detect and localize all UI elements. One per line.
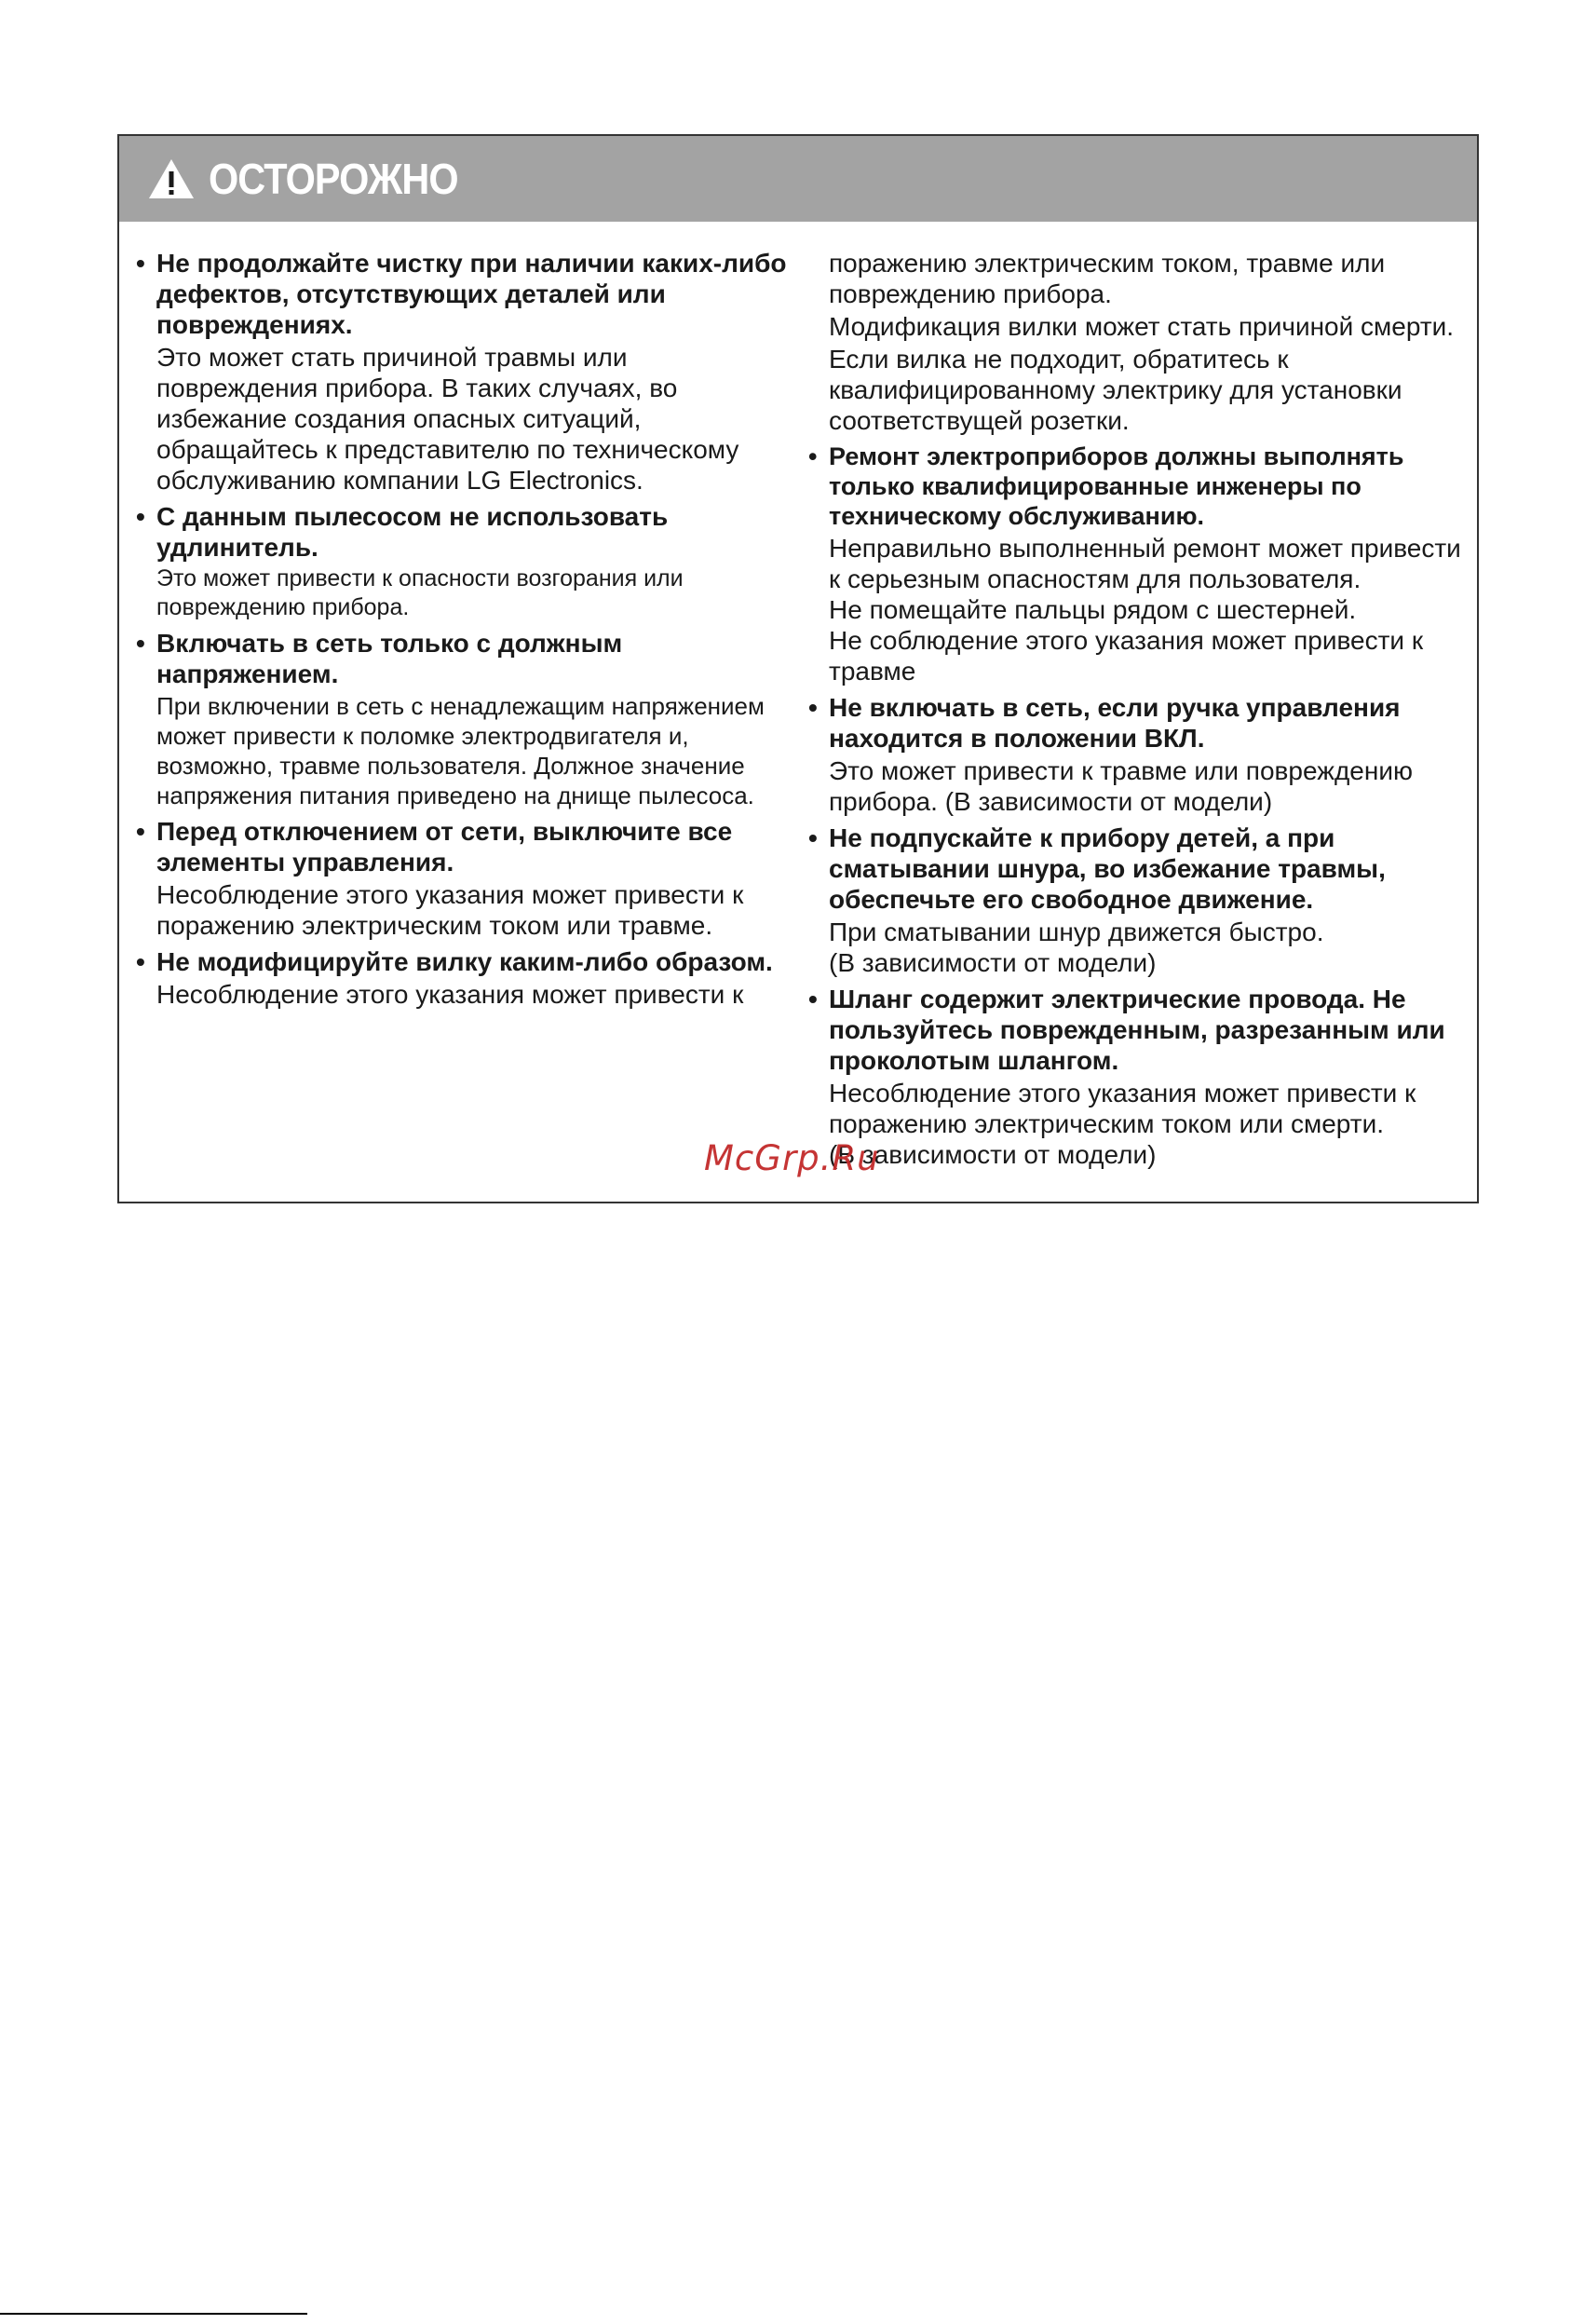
- continuation-note: Если вилка не подходит, обратитесь к квалифицированному электрику для установки соответствущей розетки.: [829, 345, 1402, 435]
- list-item: [136, 946, 788, 1010]
- warning-header: [119, 136, 1477, 222]
- bottom-rule: [0, 2313, 307, 2315]
- item-body: Не соблюдение этого указания может привести к травме: [829, 626, 1424, 686]
- item-heading: Ремонт электроприборов должны выполнять только квалифицированные инженеры по техническому обслуживанию.: [829, 442, 1404, 530]
- warning-box: [117, 134, 1479, 1203]
- continuation-text: поражению электрическим током, травме или повреждению прибора.: [829, 249, 1386, 308]
- item-body: При включении в сеть с ненадлежащим напряжением может привести к поломке электродвигателя и, возможно, травме пользователя. Должное значение напряжения питания приведено на днище пылесоса.: [156, 692, 765, 809]
- warning-title: ОСТОРОЖНО: [209, 155, 458, 203]
- bullet: •: [136, 947, 145, 976]
- item-body: (В зависимости от модели): [829, 948, 1157, 977]
- item-body: Несоблюдение этого указания может привести к: [156, 980, 744, 1009]
- item-body: Неправильно выполненный ремонт может привести к серьезным опасностям для пользователя.: [829, 534, 1461, 593]
- item-heading: Включать в сеть только с должным напряжением.: [156, 629, 623, 688]
- bullet: •: [808, 693, 818, 722]
- item-heading: Перед отключением от сети, выключите все элементы управления.: [156, 817, 733, 877]
- list-item: [808, 692, 1471, 817]
- item-body: Не помещайте пальцы рядом с шестерней.: [829, 595, 1357, 624]
- left-column: [136, 248, 788, 1015]
- item-heading: Не включать в сеть, если ручка управления находится в положении ВКЛ.: [829, 693, 1401, 753]
- item-body: Это может стать причиной травмы или повреждения прибора. В таких случаях, во избежание создания опасных ситуаций, обращайтесь к представителю по техническому обслуживанию компании LG Electronics.: [156, 343, 739, 495]
- list-item: [136, 628, 788, 810]
- list-item: [808, 984, 1471, 1170]
- bullet: •: [808, 442, 818, 470]
- bullet: •: [808, 985, 818, 1013]
- item-body: Это может привести к травме или повреждению прибора. (В зависимости от модели): [829, 756, 1413, 816]
- item-heading: Шланг содержит электрические провода. Не пользуйтесь поврежденным, разрезанным или проколотым шлангом.: [829, 985, 1445, 1075]
- item-body: При сматывании шнур движется быстро.: [829, 917, 1324, 946]
- watermark: McGrp.Ru: [704, 1138, 880, 1178]
- right-column: [808, 248, 1471, 1176]
- warning-triangle-icon: [147, 157, 196, 200]
- item-heading: Не продолжайте чистку при наличии каких-либо дефектов, отсутствующих деталей или повреждениях.: [156, 249, 787, 339]
- item-heading: С данным пылесосом не использовать удлинитель.: [156, 502, 669, 562]
- item-body: Несоблюдение этого указания может привести к поражению электрическим током или смерти.: [829, 1079, 1416, 1138]
- continuation-note: Модификация вилки может стать причиной смерти.: [829, 312, 1455, 341]
- item-body: Это может привести к опасности возгорания или повреждению прибора.: [156, 565, 684, 620]
- bullet: •: [136, 629, 145, 658]
- bullet: •: [136, 249, 145, 278]
- list-item: [136, 248, 788, 496]
- bullet: •: [136, 817, 145, 846]
- item-heading: Не подпускайте к прибору детей, а при сматывании шнура, во избежание травмы, обеспечьте его свободное движение.: [829, 823, 1386, 914]
- list-item: [136, 501, 788, 622]
- list-item: [808, 822, 1471, 978]
- bullet: •: [808, 823, 818, 852]
- bullet: •: [136, 502, 145, 531]
- item-heading: Не модифицируйте вилку каким-либо образом.: [156, 947, 773, 976]
- item-body: (В зависимости от модели): [829, 1140, 1157, 1169]
- list-item: [136, 816, 788, 941]
- item-body: Несоблюдение этого указания может привести к поражению электрическим током или травме.: [156, 880, 744, 940]
- list-item: [808, 442, 1471, 686]
